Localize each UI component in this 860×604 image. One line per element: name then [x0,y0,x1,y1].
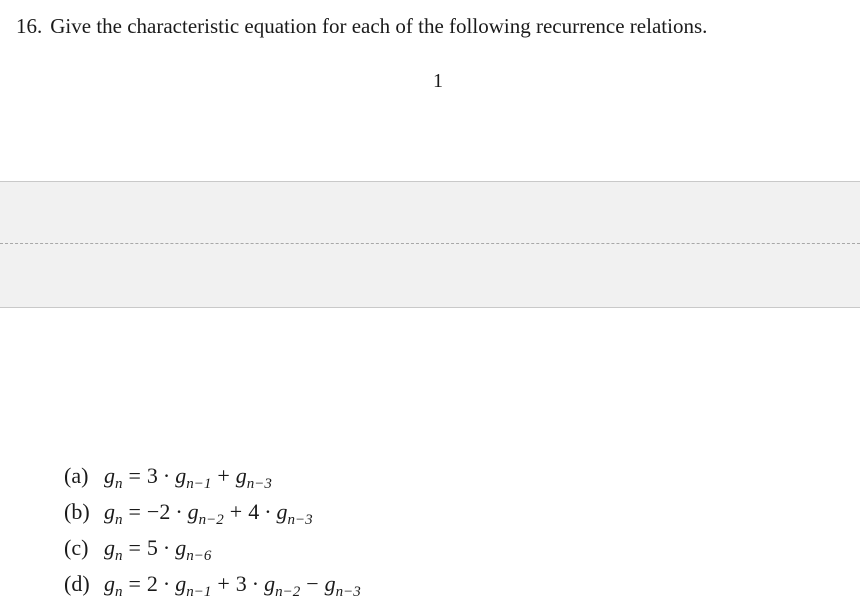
recurrence-equation: $g_n = -2 \cdot g_{n-2} + 4 \cdot g_{n-3}$ [104,499,313,528]
recurrence-equation: $g_n = 2 \cdot g_{n-1} + 3 \cdot g_{n-2} - g_{n-3}$ [104,571,361,600]
recurrence-equation: $g_n = 5 \cdot g_{n-6}$ [104,535,212,564]
part-d [64,566,361,602]
part-b [64,494,361,530]
page-break-separator [0,181,860,308]
part-a [64,458,361,494]
page-number: 1 [433,70,443,92]
page-break-dashed-line [0,243,860,244]
question-number: 16. [16,14,43,38]
part-label: (d) [64,571,90,596]
part-c [64,530,361,566]
part-label: (c) [64,535,89,560]
question-text: Give the characteristic equation for each of the following recurrence relations. [50,14,708,38]
recurrence-equation: $g_n = 3 \cdot g_{n-1} + g_{n-3}$ [104,463,272,492]
part-label: (b) [64,499,90,524]
recurrence-list [64,458,361,602]
part-label: (a) [64,463,89,488]
question-prompt [16,12,707,40]
